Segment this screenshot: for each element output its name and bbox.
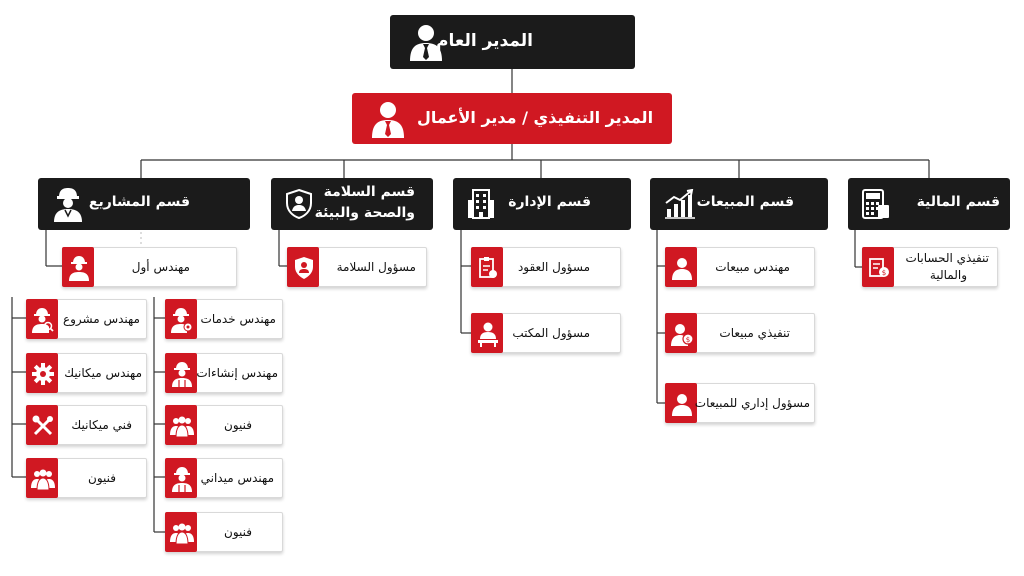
team-icon xyxy=(170,522,194,544)
sales-engineer-card xyxy=(665,247,815,287)
sales-admin-card xyxy=(665,383,815,423)
engineer-icon xyxy=(68,255,90,281)
person-icon xyxy=(671,392,693,416)
executive-manager-box xyxy=(352,93,672,144)
invoice-icon xyxy=(868,257,890,279)
calculator-icon xyxy=(862,189,890,219)
shield-user-icon xyxy=(285,188,313,220)
safety-department-title-line1: قسم السلامة xyxy=(323,184,415,200)
worker-gear-icon xyxy=(171,307,193,333)
first-engineer-label: مهندس أول xyxy=(131,260,190,274)
executive-manager-title: المدير التنفيذي / مدير الأعمال xyxy=(416,108,654,127)
sales-department-box xyxy=(650,178,828,230)
sales-department-title: قسم المبيعات xyxy=(696,194,794,210)
field-engineer-label: مهندس ميداني xyxy=(200,471,274,485)
hardhat-worker-icon xyxy=(171,361,193,387)
growth-chart-icon xyxy=(664,189,696,219)
engineer-search-icon xyxy=(32,307,54,333)
field-engineer-card xyxy=(165,458,283,498)
sales-executive-card xyxy=(665,313,815,353)
office-officer-card xyxy=(471,313,621,353)
finance-executive-label-line2: والمالية xyxy=(929,268,967,282)
general-manager-box xyxy=(390,15,635,69)
admin-department-title: قسم الإدارة xyxy=(508,194,591,210)
mechanical-technician-label: فني ميكانيك xyxy=(71,418,132,432)
svg-text:$: $ xyxy=(881,269,887,277)
team-icon xyxy=(31,468,55,490)
sales-executive-label: تنفيذي مبيعات xyxy=(719,326,790,340)
office-officer-label: مسؤول المكتب xyxy=(512,326,590,340)
first-engineer-card xyxy=(62,247,237,287)
technicians-bottom-card xyxy=(165,512,283,552)
technicians-middle-card xyxy=(165,405,283,445)
safety-department-box xyxy=(271,178,433,230)
technicians-left-label: فنيون xyxy=(88,471,116,485)
sales-admin-label: مسؤول إداري للمبيعات xyxy=(694,396,810,410)
safety-officer-card xyxy=(287,247,427,287)
businessman-icon xyxy=(370,100,406,138)
gear-icon xyxy=(32,363,54,385)
safety-department-title-line2: والصحة والبيئة xyxy=(314,205,415,221)
mechanical-engineer-label: مهندس ميكانيك xyxy=(64,366,142,380)
mechanical-engineer-card xyxy=(26,353,147,393)
projects-department-box xyxy=(38,178,250,230)
person-icon xyxy=(671,256,693,280)
construction-engineer-card xyxy=(165,353,283,393)
mechanical-technician-card xyxy=(26,405,147,445)
services-engineer-label: مهندس خدمات xyxy=(200,312,276,326)
contracts-officer-card xyxy=(471,247,621,287)
services-engineer-card xyxy=(165,299,283,339)
desk-person-icon xyxy=(477,321,499,347)
safety-officer-label: مسؤول السلامة xyxy=(336,260,416,274)
technicians-left-card xyxy=(26,458,147,498)
project-engineer-label: مهندس مشروع xyxy=(62,312,140,326)
construction-engineer-label: مهندس إنشاءات xyxy=(196,366,278,380)
contract-icon xyxy=(477,256,499,280)
general-manager-title: المدير العام xyxy=(436,31,533,51)
shield-person-icon xyxy=(293,256,315,280)
technicians-bottom-label: فنيون xyxy=(224,525,252,539)
projects-department-title: قسم المشاريع xyxy=(88,194,190,210)
svg-text:$: $ xyxy=(685,336,691,344)
admin-department-box xyxy=(453,178,631,230)
person-money-icon xyxy=(671,322,693,346)
team-icon xyxy=(170,415,194,437)
contracts-officer-label: مسؤول العقود xyxy=(517,260,590,274)
building-icon xyxy=(467,188,495,220)
finance-executive-label-line1: تنفيذي الحسابات xyxy=(905,251,989,265)
tools-icon xyxy=(32,415,54,437)
project-engineer-card xyxy=(26,299,147,339)
finance-department-box xyxy=(848,178,1010,230)
engineer-icon xyxy=(52,186,84,222)
sales-engineer-label: مهندس مبيعات xyxy=(715,260,790,274)
finance-department-title: قسم المالية xyxy=(916,194,1000,210)
finance-executive-card xyxy=(862,247,998,287)
hardhat-worker-icon xyxy=(171,466,193,492)
technicians-middle-label: فنيون xyxy=(224,418,252,432)
